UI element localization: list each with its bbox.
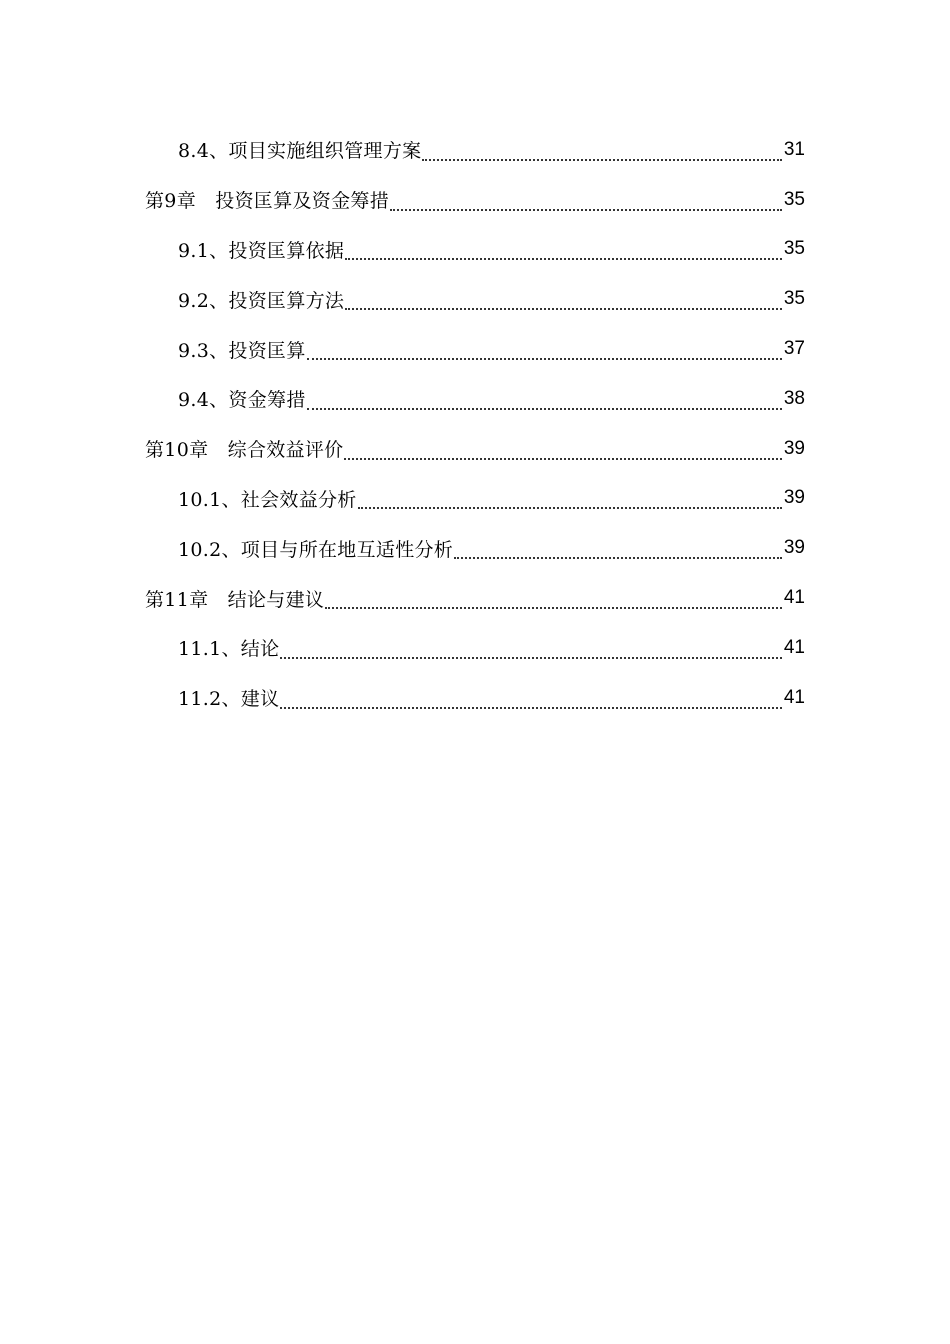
toc-entry-label: 9.4、资金筹措 [178,389,306,412]
toc-dot-leader [345,308,782,310]
toc-entry-label: 10.1、社会效益分析 [178,488,357,511]
toc-page-number: 31 [783,138,805,160]
toc-entry-11-1[interactable] [0,623,950,673]
toc-entry-9-1[interactable] [0,225,950,275]
toc-entry-10-1[interactable] [0,474,950,524]
toc-entry-label: 11.1、结论 [178,638,280,661]
toc-page-number: 35 [783,238,805,260]
toc-dot-leader [280,707,781,709]
toc-page-number: 35 [783,288,805,310]
toc-entry-label: 9.3、投资匡算 [178,339,306,362]
toc-entry-label: 10.2、项目与所在地互适性分析 [178,538,454,561]
toc-entry-label: 第9章 投资匡算及资金筹措 [145,190,389,213]
toc-page-number: 41 [783,636,805,658]
toc-page-number: 37 [783,338,805,360]
toc-page-number: 35 [783,188,805,210]
toc-dot-leader [280,657,781,659]
toc-entry-label: 9.2、投资匡算方法 [178,289,345,312]
toc-dot-leader [307,408,782,410]
toc-entry-11-2[interactable] [0,673,950,723]
toc-page-number: 39 [783,487,805,509]
toc-page-number: 39 [783,537,805,559]
toc-page-number: 38 [783,387,805,409]
toc-entry-label: 8.4、项目实施组织管理方案 [178,140,422,163]
toc-entry-chapter-11[interactable] [0,573,950,623]
toc-entry-9-4[interactable] [0,374,950,424]
toc-dot-leader [422,159,781,161]
toc-entry-8-4[interactable] [0,125,950,175]
toc-dot-leader [325,607,782,609]
toc-entry-label: 9.1、投资匡算依据 [178,239,345,262]
toc-entry-label: 11.2、建议 [178,688,280,711]
toc-dot-leader [307,358,782,360]
toc-dot-leader [345,258,782,260]
toc-dot-leader [358,507,782,509]
toc-page-number: 41 [783,587,805,609]
toc-dot-leader [454,557,782,559]
toc-entry-chapter-9[interactable] [0,175,950,225]
toc-entry-9-2[interactable] [0,274,950,324]
toc-entry-10-2[interactable] [0,523,950,573]
toc-page-number: 41 [783,686,805,708]
toc-entry-chapter-10[interactable] [0,424,950,474]
toc-page-number: 39 [783,437,805,459]
toc-dot-leader [344,458,781,460]
toc-entry-9-3[interactable] [0,324,950,374]
table-of-contents [0,125,950,723]
toc-entry-label: 第11章 结论与建议 [145,588,325,611]
toc-entry-label: 第10章 综合效益评价 [145,439,344,462]
toc-dot-leader [390,209,782,211]
